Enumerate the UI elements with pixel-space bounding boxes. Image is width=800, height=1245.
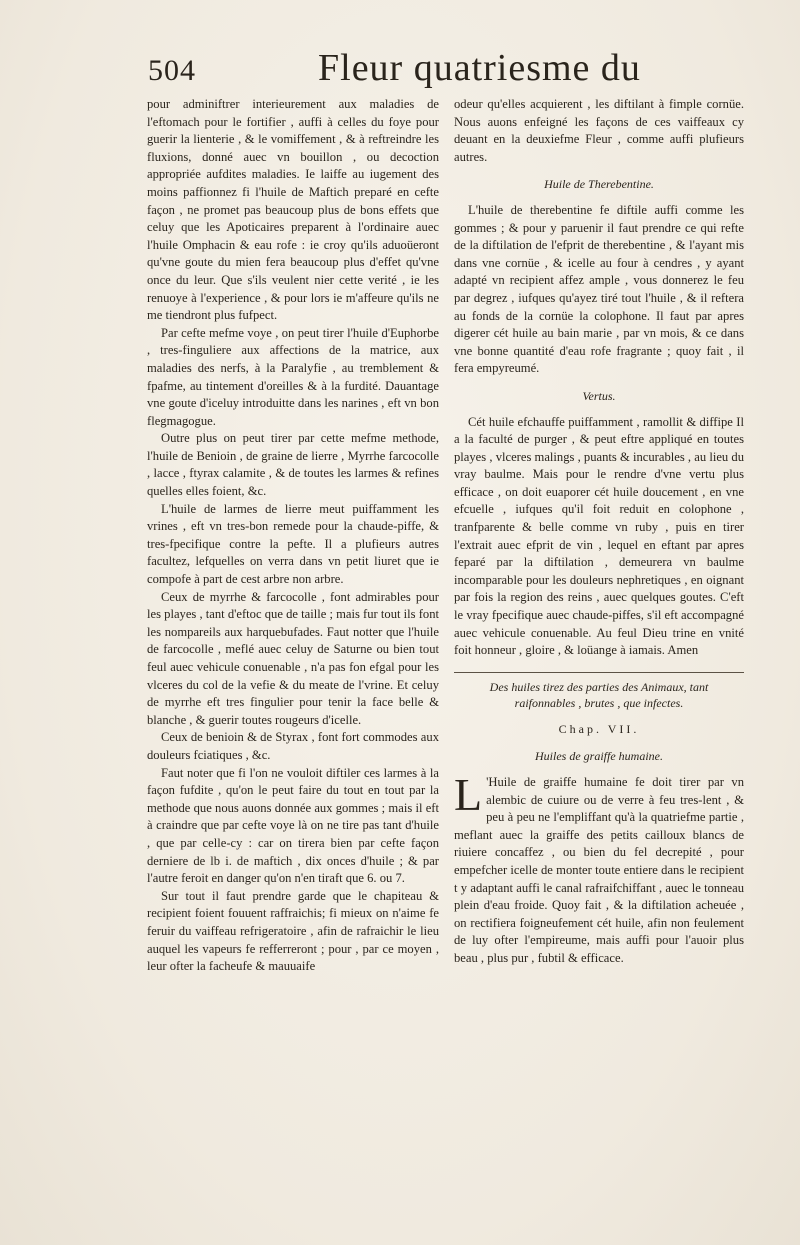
paragraph: Outre plus on peut tirer par cette mefme methode, l'huile de Benioin , de graine de lierre , Myrrhe farcocolle , lacce , ftyrax calamite , & de toutes les larmes & refines quelles elles foient, &c. bbox=[147, 431, 439, 499]
paragraph: L'huile de larmes de lierre meut puiffamment les vrines , eft vn tres-bon remede pour la chaude-piffe, & tres-fpecifique contre la pefte. Il a plufieurs autres facultez, lefquelles on verra dans vn petit liuret que ie compofe à part de cest arbre non arbre. bbox=[147, 501, 439, 587]
drop-cap: L bbox=[454, 769, 483, 820]
paragraph bbox=[454, 769, 744, 968]
paragraph: Ceux de myrrhe & farcocolle , font admirables pour les playes , tant d'eftoc que de taille ; mais fur tout ils font les nompareils aux harquebufades. Faut notter que l'huile de farcocolle , meflé auec celuy de Saturne ou bien tout feul auec vehicule conuenable , n'a pas fon efgal pour les vlceres du col de la vefie & du meate de l'vrine. Et celuy de myrrhe eft tres fingulier pour tenir la face belle & blanche , & guerir toutes rougeurs d'icelle. bbox=[147, 589, 439, 727]
page-header bbox=[148, 46, 788, 96]
right-column bbox=[454, 96, 744, 968]
subheading-vertus: Vertus. bbox=[582, 388, 616, 403]
subheading-therebentine: Huile de Therebentine. bbox=[544, 177, 654, 192]
left-column bbox=[147, 96, 439, 976]
running-title: Fleur quatriesme du bbox=[318, 47, 641, 89]
paragraph-text: 'Huile de graiffe humaine fe doit tirer par vn alembic de cuiure ou de verre à feu tres-lent , & peu à peu ne l'empliffant qu'à la quatriefme partie , meflant auec la graiffe des petits cailloux blancs de riuiere concaffez , ou bien du fel decrepité , pour empefcher icelle de monter toute entiere dans le recipient t y adaptant auffi le canal rafraifchiffant , auec le tonneau plein d'eau froide. Quoy fait , & la diftilation acheuée , on rectifiera foigneufement cét huile, afin non feulement de luy ofter l'empireume, mais auffi pour l'auoir plus beau , plus pur , fubtil & efficace. bbox=[454, 775, 744, 965]
paragraph: Par cefte mefme voye , on peut tirer l'huile d'Euphorbe , tres-finguliere aux affections de la matrice, aux maladies des nerfs, à la Paralyfie , au tremblement & fpafme, au tintement d'oreilles & à la furdité. Dauantage vne goute d'iceluy introduitte dans les narines , eft vn bon flegmagogue. bbox=[147, 325, 439, 428]
subheading-graisse: Huiles de graiffe humaine. bbox=[535, 749, 663, 764]
paragraph: L'huile de therebentine fe diftile auffi comme les gommes ; & pour y paruenir il faut prendre ce qui refte de la diftilation de l'efprit de therebentine , & l'ayant mis dans vne cornüe , & icelle au four à cendres , y ayant adapté vn recipient affez ample , vous donnerez le feu par degrez , iufques qu'ayez tiré tout l'huile , & il reftera au fonds de la cornüe la colophone. Il faut par apres digerer cét huile au bain marie , par vn mois, & ce dans vne bonne quantité d'eau rofe fragrante ; quoy fait , il fera empyreumé. bbox=[454, 202, 744, 376]
page-number: 504 bbox=[148, 54, 196, 87]
paragraph: Cét huile efchauffe puiffamment , ramollit & diffipe Il a la faculté de purger , & peut eftre appliqué en toutes playes , vlceres malings , puants & incurables , au lieu du vray baulme. Mais pour le rendre d'vne vertu plus efficace , on doit euaporer cét huile doucement , en vne efcuelle , iufques qu'il foit reduit en colophone , tranfparente & belle comme vn ruby , puis en tirer l'extrait auec efprit de vin , lequel en eftant par apres feparé par la diftilation , demeurera vn baulme incomparable pour les douleurs nephretiques , en oignant par fois la region des reins , auec quelques goutes. C'eft le vray fpecifique auec chaude-piffes, s'il eft accompagné auec vehicule conuenable. Au feul Dieu trine en vnité foit honneur , gloire , & loüange à iamais. Amen bbox=[454, 414, 744, 658]
paragraph: odeur qu'elles acquierent , les diftilant à fimple cornüe. Nous auons enfeigné les façons de ces vaiffeaux cy deuant en la deuxiefme Fleur , comme auffi plufieurs autres. bbox=[454, 97, 744, 164]
chapter-heading: Chap. VII. bbox=[558, 721, 640, 736]
section-title: Des huiles tirez des parties des Animaux, tant raifonnables , brutes , que infectes. bbox=[489, 679, 709, 710]
paragraph: Ceux de benioin & de Styrax , font fort commodes aux douleurs fciatiques , &c. bbox=[147, 730, 439, 762]
section-divider bbox=[454, 672, 744, 673]
paragraph: Sur tout il faut prendre garde que le chapiteau & recipient foient fouuent raffraichis; fi mieux on n'aime fe feruir du vaiffeau refrigeratoire , afin de rafraichir le lieu auquel les vapeurs fe refferreront ; pour , par ce moyen , leur ofter la facheufe & mauuaife bbox=[147, 888, 439, 974]
paragraph: pour adminiftrer interieurement aux maladies de l'eftomach pour le fortifier , auffi à celles du foye pour guerir la lienterie , & le vomiffement , & à reftreindre les fluxions, donné auec vn bouillon , ou decoction appropriée aufdites maladies. Ie laiffe au iugement des moins paffionnez fi l'huile de Maftich preparé en cefte façon , ne promet pas beaucoup plus de bons effets que celuy que les Apoticaires preparent à l'ordinaire auec l'huile Omphacin & eau rofe : ie croy qu'ils aduoüeront qu'vne goute du mien fera beaucoup plus d'effet qu'vne once du leur. Que s'ils veulent nier cette verité , ie les renuoye à l'experience , & pour lors ie m'affeure qu'ils ne me tiendront plus fufpect. bbox=[147, 97, 439, 323]
paragraph: Faut noter que fi l'on ne vouloit diftiler ces larmes à la façon fufdite , qu'on le peut faire du tout en tout par la methode que nous auons donnée aux gommes ; mais il eft à craindre que par cefte voye là on ne tire pas tant d'huile , que par celle-cy : car on tirera bien par cefte façon derniere de lb i. de maftich , dix onces d'huile ; & par l'autre feroit en danger qu'on n'en tiraft que 6. ou 7. bbox=[147, 765, 439, 886]
